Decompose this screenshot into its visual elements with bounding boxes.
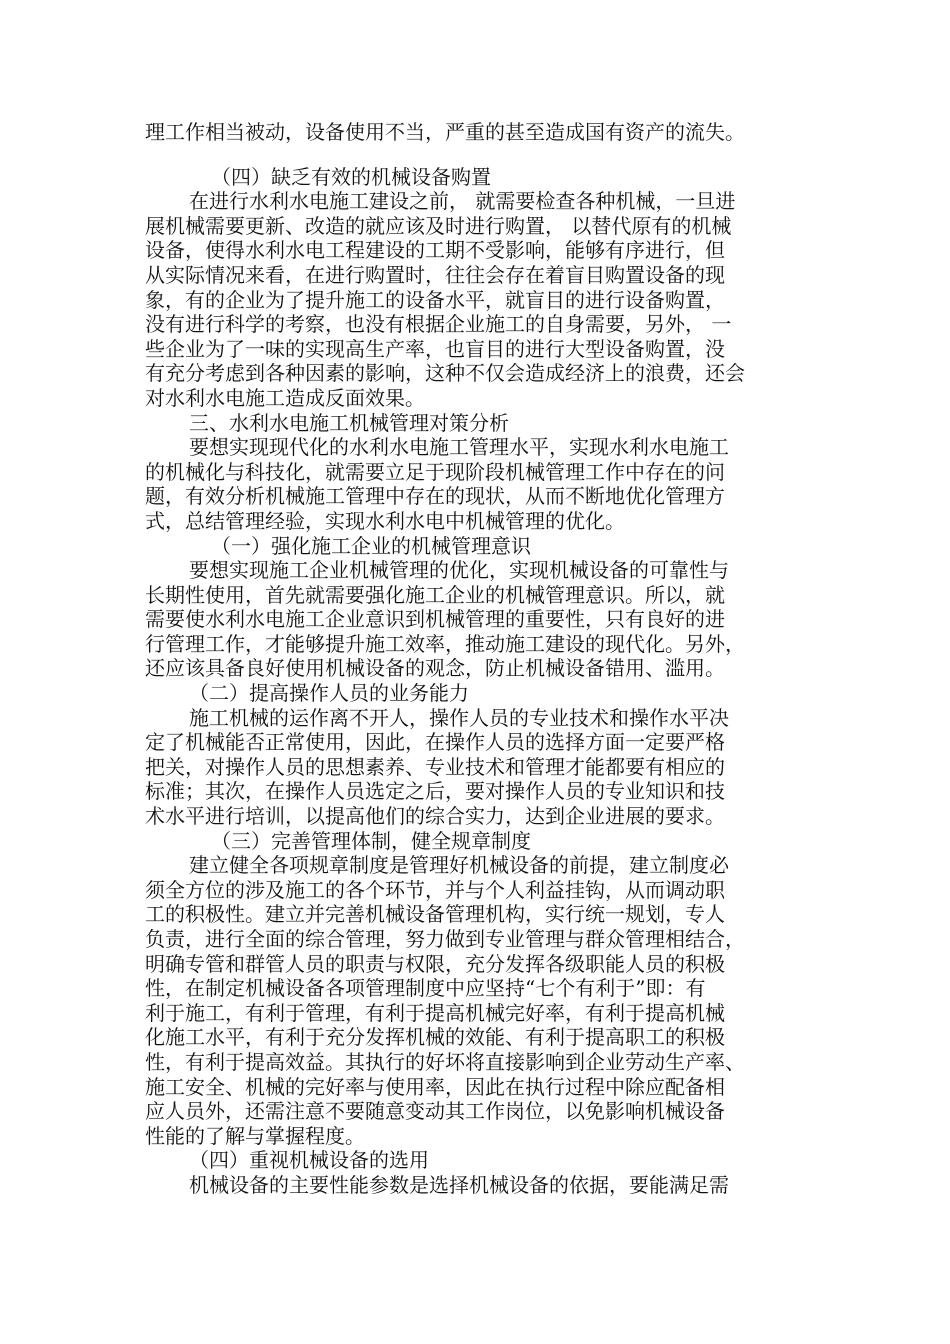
paragraph-line: 的机械化与科技化，就需要立足于现阶段机械管理工作中存在的问: [145, 459, 725, 484]
section-heading: （三）完善管理体制，健全规章制度: [211, 828, 531, 853]
paragraph-line: 设备，使得水利水电工程建设的工期不受影响，能够有序进行，但: [145, 238, 725, 263]
spacer: [145, 145, 810, 165]
paragraph-line: 利于施工，有利于管理，有利于提高机械完好率，有利于提高机械: [145, 1000, 725, 1025]
paragraph-line: 明确专管和群管人员的职责与权限，充分发挥各级职能人员的积极: [145, 951, 725, 976]
paragraph-line: 长期性使用，首先就需要强化施工企业的机械管理意识。所以，就: [145, 582, 725, 607]
paragraph-line: 要想实现施工企业机械管理的优化，实现机械设备的可靠性与: [189, 558, 729, 583]
paragraph-line: 建立健全各项规章制度是管理好机械设备的前提，建立制度必: [189, 853, 729, 878]
document-page: [145, 120, 810, 1198]
paragraph-line: 性，有利于提高效益。其执行的好坏将直接影响到企业劳动生产率、: [145, 1049, 745, 1074]
paragraph-line: 式，总结管理经验，实现水利水电中机械管理的优化。: [145, 508, 625, 533]
paragraph-line: 需要使水利水电施工企业意识到机械管理的重要性，只有良好的进: [145, 607, 725, 632]
paragraph-line: 还应该具备良好使用机械设备的观念，防止机械设备错用、滥用。: [145, 656, 725, 681]
paragraph-line: 有充分考虑到各种因素的影响，这种不仅会造成经济上的浪费，还会: [145, 361, 745, 386]
section-heading: （二）提高操作人员的业务能力: [189, 681, 469, 706]
paragraph-line: 性能的了解与掌握程度。: [145, 1123, 365, 1148]
paragraph-line: 从实际情况来看，在进行购置时，往往会存在着盲目购置设备的现: [145, 262, 725, 287]
paragraph-line: 性，在制定机械设备各项管理制度中应坚持“七个有利于”即：有: [145, 976, 706, 1001]
paragraph-line: 行管理工作，才能够提升施工效率，推动施工建设的现代化。另外，: [145, 631, 745, 656]
paragraph-line: 术水平进行培训，以提高他们的综合实力，达到企业进展的要求。: [145, 804, 725, 829]
paragraph-line: 对水利水电施工造成反面效果。: [145, 385, 425, 410]
paragraph-line: 些企业为了一味的实现高生产率，也盲目的进行大型设备购置，没: [145, 336, 725, 361]
section-heading: 三、水利水电施工机械管理对策分析: [189, 410, 509, 435]
paragraph-line: 工的积极性。建立并完善机械设备管理机构，实行统一规划，专人: [145, 902, 725, 927]
paragraph-line: 没有进行科学的考察，也没有根据企业施工的自身需要，另外， 一: [145, 312, 732, 337]
paragraph-line: 理工作相当被动，设备使用不当，严重的甚至造成国有资产的流失。: [145, 120, 745, 144]
paragraph-line: 施工安全、机械的完好率与使用率，因此在执行过程中除应配备相: [145, 1074, 725, 1099]
section-heading: （一）强化施工企业的机械管理意识: [211, 533, 531, 558]
paragraph-line: 施工机械的运作离不开人，操作人员的专业技术和操作水平决: [189, 705, 729, 730]
paragraph-line: 负责，进行全面的综合管理，努力做到专业管理与群众管理相结合，: [145, 927, 745, 951]
paragraph-line: 把关，对操作人员的思想素养、专业技术和管理才能都要有相应的: [145, 754, 725, 779]
paragraph-line: 须全方位的涉及施工的各个环节，并与个人利益挂钩，从而调动职: [145, 877, 725, 902]
paragraph-line: 展机械需要更新、改造的就应该及时进行购置， 以替代原有的机械: [145, 213, 732, 238]
section-heading: （四）缺乏有效的机械设备购置: [211, 164, 491, 189]
paragraph-line: 化施工水平，有利于充分发挥机械的效能、有利于提高职工的积极: [145, 1025, 725, 1050]
paragraph-line: 要想实现现代化的水利水电施工管理水平，实现水利水电施工: [189, 435, 729, 460]
paragraph-line: 象，有的企业为了提升施工的设备水平，就盲目的进行设备购置，: [145, 287, 725, 312]
paragraph-line: 定了机械能否正常使用，因此，在操作人员的选择方面一定要严格: [145, 730, 725, 755]
paragraph-line: 题，有效分析机械施工管理中存在的现状，从而不断地优化管理方: [145, 484, 725, 509]
section-heading: （四）重视机械设备的选用: [189, 1148, 429, 1173]
paragraph-line: 标准；其次，在操作人员选定之后，要对操作人员的专业知识和技: [145, 779, 725, 804]
paragraph-line: 在进行水利水电施工建设之前， 就需要检查各种机械，一旦进: [189, 189, 736, 214]
paragraph-line: 应人员外，还需注意不要随意变动其工作岗位，以免影响机械设备: [145, 1099, 725, 1124]
paragraph-line: 机械设备的主要性能参数是选择机械设备的依据，要能满足需: [189, 1172, 729, 1197]
